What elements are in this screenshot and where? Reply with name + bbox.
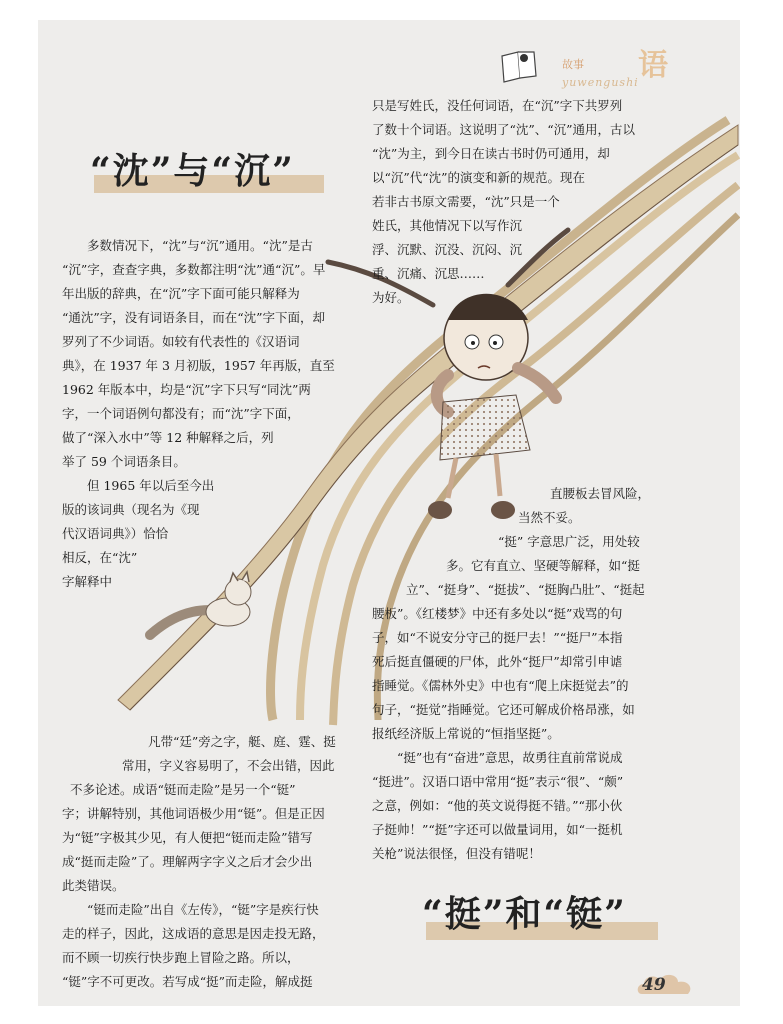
- text-line: 句子，“挺觉”指睡觉。它还可解成价格昂涨，如: [372, 702, 635, 717]
- article2-right-column: [372, 482, 704, 866]
- article1-left-column: [62, 234, 362, 594]
- text-line: “沈”为主，到今日在读古书时仍可通用，却: [372, 146, 610, 161]
- text-line: 1962 年版本中，均是“沉”字下只写“同沈”两: [62, 382, 311, 397]
- text-line: “沉”字，查查字典，多数都注明“沈”通“沉”。早: [62, 262, 326, 277]
- book-icon: [500, 48, 540, 84]
- text-line: 只是写姓氏，没任何词语，在“沉”字下共罗列: [372, 98, 623, 113]
- article2-title: “挺”和“铤”: [422, 893, 627, 935]
- text-line: 死后挺直僵硬的尸体，此外“挺尸”却常引申谑: [372, 654, 623, 669]
- text-line: 关枪”说法很怪，但没有错呢！: [372, 846, 541, 861]
- text-line: 典》，在 1937 年 3 月初版，1957 年再版，直至: [62, 358, 335, 373]
- text-line: 相反，在“沈”: [62, 550, 138, 565]
- text-line: 指睡觉。《儒林外史》中也有“爬上床挺觉去”的: [372, 678, 629, 693]
- text-line: 字；讲解特别，其他词语极少用“铤”。但是正因: [62, 806, 325, 821]
- text-line: 常用，字义容易明了，不会出错，因此: [122, 758, 335, 773]
- text-line: 做了“深入水中”等 12 种解释之后，列: [62, 430, 274, 445]
- text-line: 为“铤”字极其少见，有人便把“铤而走险”错写: [62, 830, 313, 845]
- text-line: 年出版的辞典，在“沉”字下面可能只解释为: [62, 286, 300, 301]
- text-line: 重、沉痛、沉思……: [372, 266, 485, 281]
- text-line: 多数情况下，“沈”与“沉”通用。“沈”是古: [87, 238, 313, 253]
- text-line: 罗列了不少词语。如较有代表性的《汉语词: [62, 334, 300, 349]
- text-line: 子，如“不说安分守己的挺尸去！”“挺尸”本指: [372, 630, 623, 645]
- text-line: 腰板”。《红楼梦》中还有多处以“挺”戏骂的句: [372, 606, 623, 621]
- text-line: 之意，例如：“他的英文说得挺不错。”“那小伙: [372, 798, 623, 813]
- text-line: 立”、“挺身”、“挺拔”、“挺胸凸肚”、“挺起: [406, 582, 645, 597]
- magazine-page: [38, 20, 740, 1006]
- logo-word: 语: [638, 48, 668, 83]
- text-line: “挺”也有“奋进”意思，故勇往直前常说成: [397, 750, 623, 765]
- text-line: 成“挺而走险”了。理解两字字义之后才会少出: [62, 854, 313, 869]
- text-line: 了数十个词语。这说明了“沈”、“沉”通用，古以: [372, 122, 636, 137]
- text-line: 字解释中: [62, 574, 113, 589]
- text-line: 版的该词典（现名为《现: [62, 502, 200, 517]
- logo-small-text: 故事: [562, 58, 584, 71]
- text-line: 若非古书原文需要，“沈”只是一个: [372, 194, 560, 209]
- text-line: 姓氏，其他情况下以写作沉: [372, 218, 523, 233]
- text-line: 举了 59 个词语条目。: [62, 454, 186, 469]
- logo-pinyin: yuwengushi: [562, 76, 639, 89]
- article2-left-column: [62, 730, 368, 994]
- text-line: 以“沉”代“沈”的演变和新的规范。现在: [372, 170, 586, 185]
- column-logo: [500, 38, 700, 98]
- article1-right-column: [372, 94, 702, 310]
- text-line: 但 1965 年以后至今出: [87, 478, 215, 493]
- text-line: “通沈”字，没有词语条目，而在“沈”字下面，却: [62, 310, 326, 325]
- text-line: “挺” 字意思广泛，用处较: [498, 534, 640, 549]
- article1-title: “沈”与“沉”: [90, 150, 295, 192]
- text-line: 不多论述。成语“铤而走险”是另一个“铤”: [70, 782, 296, 797]
- text-line: 走的样子，因此，这成语的意思是因走投无路，: [62, 926, 325, 941]
- text-line: “铤”字不可更改。若写成“挺”而走险，解成挺: [62, 974, 313, 989]
- text-line: 代汉语词典》）恰恰: [62, 526, 169, 541]
- text-line: 字，一个词语例句都没有；而“沈”字下面，: [62, 406, 300, 421]
- page-number: 49: [642, 975, 666, 995]
- text-line: “铤而走险”出自《左传》，“铤”字是疾行快: [87, 902, 319, 917]
- text-line: “挺进”。汉语口语中常用“挺”表示“很”、“颇”: [372, 774, 624, 789]
- text-line: 凡带“廷”旁之字，艇、庭、霆、挺: [148, 734, 336, 749]
- text-line: 浮、沉默、沉没、沉闷、沉: [372, 242, 523, 257]
- text-line: 子挺帅！”“挺”字还可以做量词用，如“一挺机: [372, 822, 623, 837]
- text-line: 报纸经济版上常说的“恒指坚挺”。: [372, 726, 560, 741]
- text-line: 此类错误。: [62, 878, 125, 893]
- text-line: 而不顾一切疾行快步跑上冒险之路。所以，: [62, 950, 300, 965]
- text-line: 多。它有直立、坚硬等解释，如“挺: [446, 558, 640, 573]
- text-line: 当然不妥。: [518, 510, 581, 525]
- text-line: 直腰板去冒风险，: [550, 486, 651, 501]
- text-line: 为好。: [372, 290, 410, 305]
